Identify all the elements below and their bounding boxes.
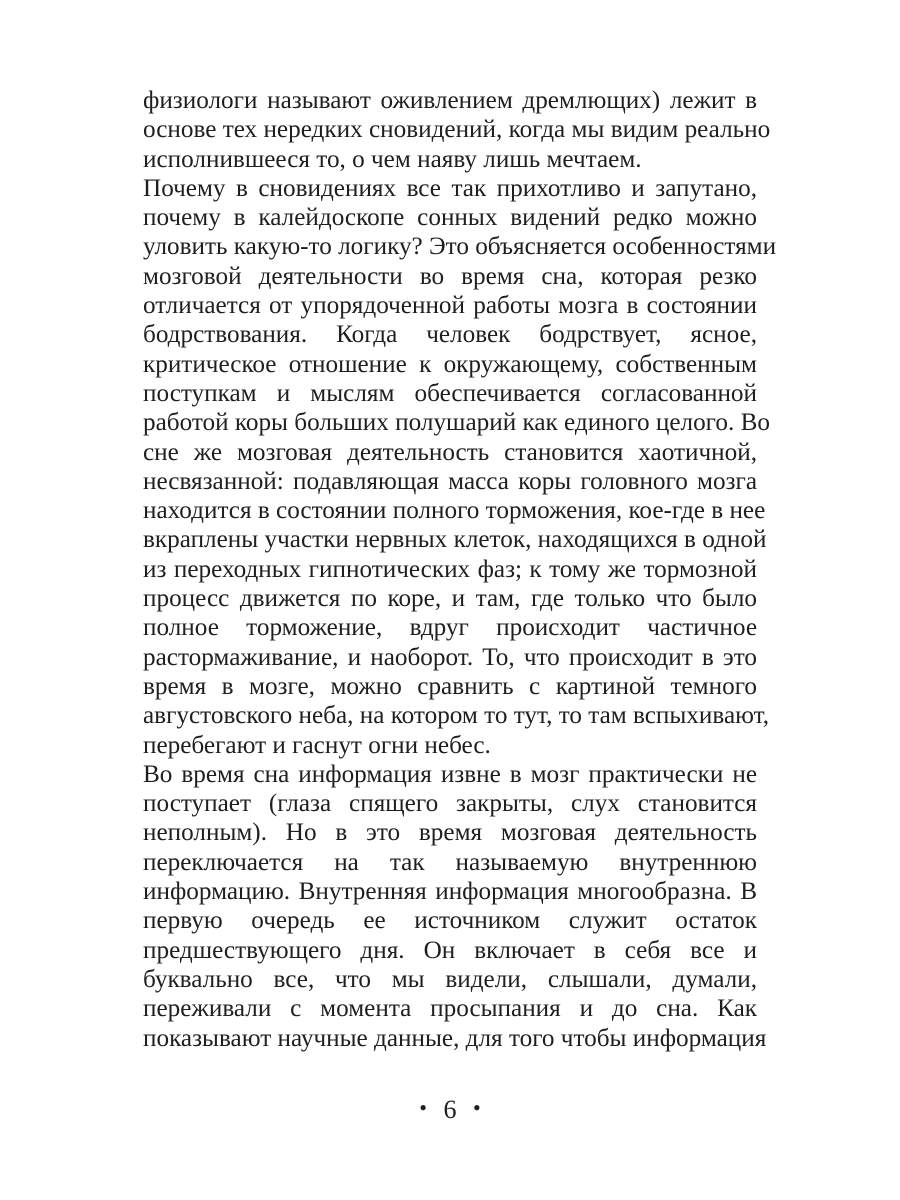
paragraph-3	[143, 760, 767, 1053]
text-line: поступкам и мыслям обеспечивается согласованной	[143, 379, 757, 407]
page-body	[143, 86, 777, 1053]
text-line: основе тех нередких сновидений, когда мы видим реально	[143, 116, 771, 144]
text-line: Почему в сновидениях все так прихотливо и запутано,	[143, 174, 757, 202]
text-line: время в мозге, можно сравнить с картиной темного	[143, 672, 757, 700]
text-line: бодрствования. Когда человек бодрствует, ясное,	[143, 321, 757, 349]
text-line: поступает (глаза спящего закрыты, слух становится	[143, 790, 757, 818]
body-text	[143, 86, 777, 1053]
text-line: показывают научные данные, для того чтобы информация	[143, 1024, 767, 1052]
page-number: 6	[443, 1095, 457, 1124]
text-line: из переходных гипнотических фаз; к тому же тормозной	[143, 555, 757, 583]
text-line: предшествующего дня. Он включает в себя все и	[143, 936, 757, 964]
text-line: находится в состоянии полного торможения, кое-где в нее	[143, 497, 766, 525]
page-number-bullet-left: •	[419, 1095, 427, 1120]
page-footer	[0, 1093, 900, 1125]
text-line: буквально все, что мы видели, слышали, думали,	[143, 965, 757, 993]
text-line: вкраплены участки нервных клеток, находящихся в одной	[143, 526, 767, 554]
text-line: сне же мозговая деятельность становится хаотичной,	[143, 438, 757, 466]
text-line: неполным). Но в это время мозговая деятельность	[143, 819, 757, 847]
text-line: исполнившееся то, о чем наяву лишь мечтаем.	[143, 145, 642, 173]
text-line: уловить какую-то логику? Это объясняется особенностями	[143, 233, 777, 261]
text-line: августовского неба, на котором то тут, то там вспыхивают,	[143, 702, 770, 730]
paragraph-2	[143, 174, 777, 760]
text-line: растормаживание, и наоборот. То, что происходит в это	[143, 643, 757, 671]
text-line: Во время сна информация извне в мозг практически не	[143, 760, 757, 788]
text-line: переживали с момента просыпания и до сна. Как	[143, 995, 757, 1023]
page-number-bullet-right: •	[473, 1095, 481, 1120]
text-line: несвязанной: подавляющая масса коры головного мозга	[143, 467, 757, 495]
paragraph-1	[143, 86, 771, 174]
text-line: физиологи называют оживлением дремлющих) лежит в	[143, 87, 757, 114]
text-line: работой коры больших полушарий как единого целого. Во	[143, 409, 770, 437]
text-line: информацию. Внутренняя информация многообразна. В	[143, 878, 757, 906]
text-line: мозговой деятельности во время сна, которая резко	[143, 262, 757, 290]
text-line: первую очередь ее источником служит остаток	[143, 907, 757, 935]
text-line: почему в калейдоскопе сонных видений редко можно	[143, 204, 757, 232]
text-line: переключается на так называемую внутреннюю	[143, 848, 757, 876]
text-line: полное торможение, вдруг происходит частичное	[143, 614, 757, 642]
text-line: процесс движется по коре, и там, где только что было	[143, 585, 757, 613]
text-line: отличается от упорядоченной работы мозга в состоянии	[143, 292, 757, 320]
text-line: перебегают и гаснут огни небес.	[143, 731, 491, 759]
text-line: критическое отношение к окружающему, собственным	[143, 350, 757, 378]
